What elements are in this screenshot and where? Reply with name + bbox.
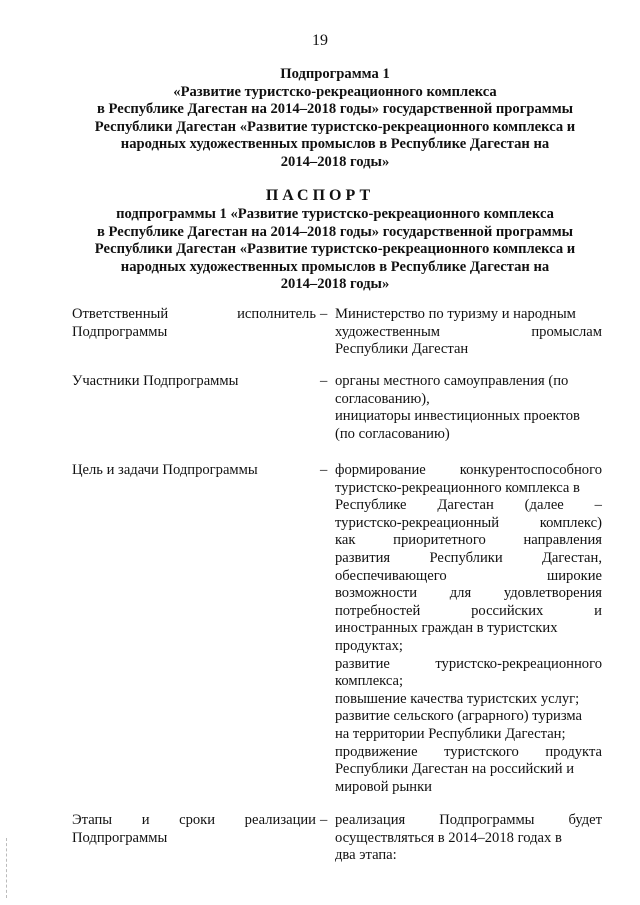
row-value [335,462,602,796]
word: и [141,812,150,828]
word: направления [523,532,602,549]
passport-subtitle [70,206,600,294]
label-line [72,324,316,342]
row-dash: – [320,462,328,478]
row-label [72,373,316,391]
word: реализация [335,812,406,828]
title-line: «Развитие туристско-рекреационного комплекса [173,83,497,100]
word: развитие сельского (аграрного) туризма [335,708,583,725]
passport-subtitle-line: в Республике Дагестан на 2014–2018 годы» государственной программы [96,223,574,240]
title-line: народных художественных промыслов в Республике Дагестан на [120,136,550,153]
word: туристско-рекреационный [335,514,500,531]
value-line [335,620,602,638]
margin-mark [6,838,8,898]
passport-subtitle-line: 2014–2018 годы» [280,276,390,293]
word: Подпрограммы [72,829,168,846]
word: как [335,532,356,549]
value-line [335,638,602,656]
row-label [72,812,316,847]
value-line [335,656,602,674]
value-line [335,532,602,550]
word: Республики Дагестан на российский и [335,761,575,778]
word: Министерство по туризму и народным [335,306,576,322]
word: Дагестан [437,497,494,514]
word: Цель и задачи Подпрограммы [72,462,258,478]
page-number: 19 [312,32,328,49]
value-line [335,779,602,797]
label-line [72,306,316,324]
value-line [335,585,602,603]
word: обеспечивающего [335,567,447,584]
title-line: 2014–2018 годы» [280,153,390,170]
word: иностранных граждан в туристских [335,620,558,637]
word: комплекс) [539,514,602,531]
word: согласованию), [335,390,430,407]
value-line [335,603,602,621]
row-label [72,306,316,341]
title-line: в Республике Дагестан на 2014–2018 годы» государственной программы [96,101,574,118]
word: развитие [335,655,390,672]
word: туристско-рекреационного [435,655,602,672]
word: Этапы [72,812,113,828]
word: потребностей [335,602,421,619]
word: туристского [444,743,519,760]
label-line [72,812,316,830]
value-line [335,726,602,744]
word: исполнитель [237,306,316,322]
word: Республике [335,497,407,514]
word: повышение качества туристских услуг; [335,690,580,707]
value-line [335,568,602,586]
word: туристско-рекреационного комплекса в [335,479,580,496]
word: два этапа: [335,847,397,864]
word: художественным [335,323,441,340]
word: возможности [335,585,418,602]
word: Подпрограммы [72,323,168,340]
value-line [335,830,602,848]
word: для [449,585,472,602]
row-dash: – [320,306,328,322]
word: сроки [179,812,216,828]
word: формирование [335,462,426,478]
value-line [335,673,602,691]
title-line: Подпрограмма 1 [280,66,390,82]
word: продукта [545,743,602,760]
word: российских [471,602,544,619]
passport-subtitle-line: народных художественных промыслов в Республике Дагестан на [120,258,550,275]
passport-subtitle-line: Республики Дагестан «Развитие туристско-рекреационного комплекса и [94,241,576,258]
value-line [335,373,602,391]
value-line [335,550,602,568]
word: продвижение [335,743,418,760]
value-line [335,480,602,498]
label-line [72,830,316,848]
word: будет [568,812,602,828]
word: инициаторы инвестиционных проектов [335,408,580,425]
word: реализации [244,812,316,828]
row-value [335,306,602,359]
word: удовлетворения [503,585,602,602]
word: Дагестан, [541,549,602,566]
word: – [594,497,602,514]
word: мировой рынки [335,778,432,795]
value-line [335,708,602,726]
row-value [335,373,602,443]
value-line [335,761,602,779]
row-value [335,812,602,865]
value-line [335,426,602,444]
label-line [72,462,316,480]
word: Участники Подпрограммы [72,373,239,389]
word: Республики Дагестан [335,341,469,358]
value-line [335,462,602,480]
word: приоритетного [393,532,486,549]
row-label [72,462,316,480]
word: органы местного самоуправления (по [335,373,569,389]
title-line: Республики Дагестан «Развитие туристско-рекреационного комплекса и [94,118,576,135]
passport-title: ПАСПОРТ [265,187,375,204]
word: и [594,602,602,619]
value-line [335,515,602,533]
value-line [335,691,602,709]
row-dash: – [320,373,328,389]
word: осуществляться в 2014–2018 годах в [335,829,562,846]
value-line [335,306,602,324]
value-line [335,847,602,865]
value-line [335,497,602,515]
value-line [335,408,602,426]
label-line [72,373,316,391]
word: развития [335,549,391,566]
word: промыслам [531,323,602,340]
word: конкурентоспособного [459,462,602,478]
passport-subtitle-line: подпрограммы 1 «Развитие туристско-рекреационного комплекса [116,206,554,222]
value-line [335,812,602,830]
word: продуктах; [335,637,403,654]
row-dash: – [320,812,328,828]
word: широкие [546,567,602,584]
value-line [335,341,602,359]
word: комплекса; [335,673,404,690]
word: (далее [524,497,564,514]
subprogram-title [70,66,600,172]
value-line [335,324,602,342]
value-line [335,391,602,409]
value-line [335,744,602,762]
word: (по согласованию) [335,425,450,442]
word: Подпрограммы [439,812,535,828]
word: Республики [429,549,503,566]
word: Ответственный [72,306,169,322]
word: на территории Республики Дагестан; [335,725,566,742]
